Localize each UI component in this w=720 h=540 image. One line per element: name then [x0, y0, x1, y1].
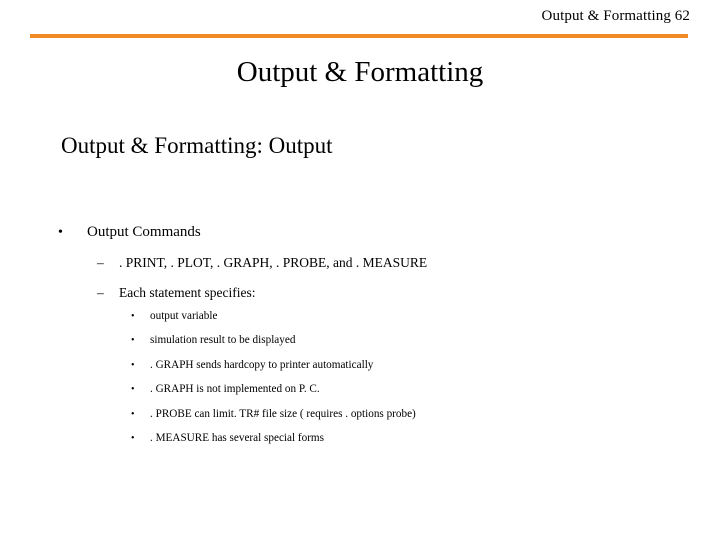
sub-bullet-text: Each statement specifies: — [119, 285, 256, 300]
detail-bullet — [131, 408, 416, 420]
bullet-marker: • — [131, 360, 135, 371]
sub-bullet-commands-list — [97, 255, 427, 271]
detail-text: output variable — [150, 310, 218, 322]
page-header: Output & Formatting 62 — [541, 8, 690, 24]
sub-bullet-statement-specifies — [97, 285, 255, 301]
sub-bullet-text: . PRINT, . PLOT, . GRAPH, . PROBE, and . MEASURE — [119, 255, 428, 270]
detail-bullet — [131, 359, 373, 371]
dash-marker: – — [97, 285, 104, 300]
detail-bullet — [131, 383, 320, 395]
bullet-marker: • — [131, 384, 135, 395]
detail-text: . GRAPH is not implemented on P. C. — [150, 383, 320, 395]
detail-bullet — [131, 432, 324, 444]
dash-marker: – — [97, 255, 104, 270]
bullet-marker: • — [131, 433, 135, 444]
detail-text: . MEASURE has several special forms — [150, 432, 324, 444]
detail-bullet — [131, 310, 217, 322]
bullet-marker: • — [131, 409, 135, 420]
detail-text: . PROBE can limit. TR# file size ( requires . options probe) — [150, 408, 416, 420]
detail-bullet — [131, 334, 295, 346]
detail-text: simulation result to be displayed — [150, 334, 296, 346]
slide-title: Output & Formatting — [236, 56, 484, 88]
bullet-marker: • — [58, 225, 63, 240]
bullet-output-commands — [58, 224, 201, 241]
detail-text: . GRAPH sends hardcopy to printer automatically — [150, 359, 374, 371]
header-divider — [30, 34, 688, 38]
section-title: Output & Formatting: Output — [61, 133, 333, 158]
bullet-text: Output Commands — [87, 224, 201, 240]
bullet-marker: • — [131, 335, 135, 346]
bullet-marker: • — [131, 311, 135, 322]
